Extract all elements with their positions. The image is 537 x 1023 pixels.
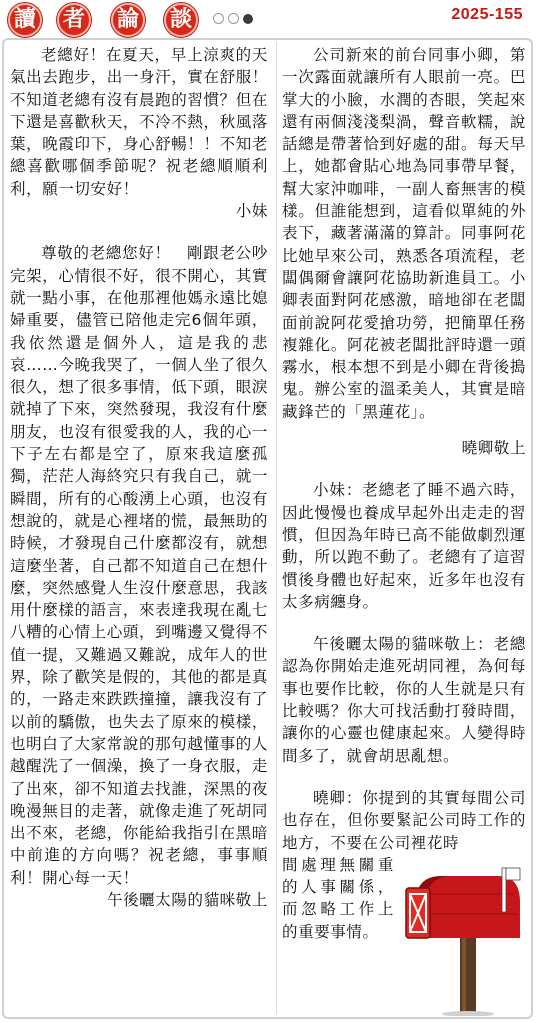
mailbox-icon <box>402 864 524 1016</box>
header <box>0 0 537 40</box>
dot-icon <box>228 13 239 24</box>
left-column <box>10 44 268 911</box>
right-column <box>282 44 526 943</box>
reply-text: 小妹：老總老了睡不過六時，因此慢慢也養成早起外出走走的習慣，但因為年時已高不能做劇烈運動，所以跑不動了。老總有了這習慣後身體也好起來，近多年也沒有太多病纏身。 <box>282 481 526 611</box>
reply-text: 間處理無關重的人事關係，而忽略工作上的重要事情。 <box>282 855 394 941</box>
letter-signature: 小妹 <box>235 202 268 221</box>
letter-signature: 午後曬太陽的貓咪敬上 <box>106 890 268 909</box>
dot-icon <box>213 13 224 24</box>
reply-text: 午後曬太陽的貓咪敬上：老總認為你開始走進死胡同裡，為何每事也要作比較，你的人生就是只有比較嗎？你大可找活動打發時間，讓你的心靈也健康起來。人變得時間多了，就會胡思亂想。 <box>282 635 526 765</box>
dot-icon <box>243 14 253 24</box>
title-char-1: 讀 <box>8 3 42 37</box>
reply-text: 曉卿：你提到的其實每間公司也存在，但你要緊記公司時工作的地方，不要在公司裡花時 <box>282 788 526 852</box>
title-char-2: 者 <box>57 3 91 37</box>
letter-signature: 曉卿敬上 <box>461 439 526 458</box>
issue-number: 2025-155 <box>451 6 523 23</box>
column-divider <box>276 42 277 1014</box>
title-char-3: 論 <box>111 3 145 37</box>
title-char-4: 談 <box>164 3 198 37</box>
letter-text: 公司新來的前台同事小卿，第一次露面就讓所有人眼前一亮。巴掌大的小臉，水潤的杏眼，笑起來還有兩個淺淺梨渦，聲音軟糯，說話總是帶著恰到好處的甜。每天早上，她都會貼心地為同事帶早餐，幫大家沖咖啡，一副人畜無害的模樣。但誰能想到，這看似單純的外表下，藏著滿滿的算計。同事阿花比她早來公司，熟悉各項流程，老闆偶爾會讓阿花協助新進員工。小卿表面對阿花感激，暗地卻在老闆面前說阿花愛搶功勞，把簡單任務複雜化。阿花被老闆批評時還一頭霧水，根本想不到是小卿在背後搗鬼。辦公室的溫柔美人，其實是暗藏鋒芒的「黑蓮花」。 <box>282 46 526 421</box>
letter-text: 老總好！在夏天，早上涼爽的天氣出去跑步，出一身汗，實在舒服！不知道老總有沒有晨跑的習慣？但在下還是喜歡秋天，不冷不熱，秋風落葉，晚霞印下，身心舒暢！！不知老總喜歡哪個季節呢？祝老總順順利利，願一切安好！ <box>10 46 268 198</box>
letter-text: 尊敬的老總您好！ 剛跟老公吵完架，心情很不好，很不開心，其實就一點小事，在他那裡他媽永遠比媳婦重要，儘管已陪他走完6個年頭，我依然還是個外人，這是我的悲哀……今晚我哭了，一個人坐了很久很久，想了很多事情，低下頭，眼淚就掉了下來，突然發現，我沒有什麼朋友，也沒有很愛我的人，我的心一下子左右都是空了，原來我這麼孤獨，茫茫人海終究只有我自己，就一瞬間，所有的心酸湧上心頭，也沒有想說的，就是心裡堵的慌，最無助的時候，才發現自己什麼都沒有，就想這麼坐著，自己都不知道自己在想什麼，突然感覺人生沒什麼意思，我該用什麼樣的語言，來表達我現在亂七八糟的心情上心頭，到嘴邊又覺得不值一提，又難過又難說，成年人的世界，除了歡笑是假的，其他的都是真的，一路走來跌跌撞撞，讓我沒有了以前的驕傲，也失去了原來的模樣，也明白了大家常說的那句越懂事的人越醒洗了一個澡，換了一身衣服，走了出來，卻不知道去找誰，深黑的夜晚漫無目的走著，就像走進了死胡同出不來，老總，你能給我指引在黑暗中前進的方向嗎？祝老總，事事順利！開心每一天！ <box>10 244 268 887</box>
